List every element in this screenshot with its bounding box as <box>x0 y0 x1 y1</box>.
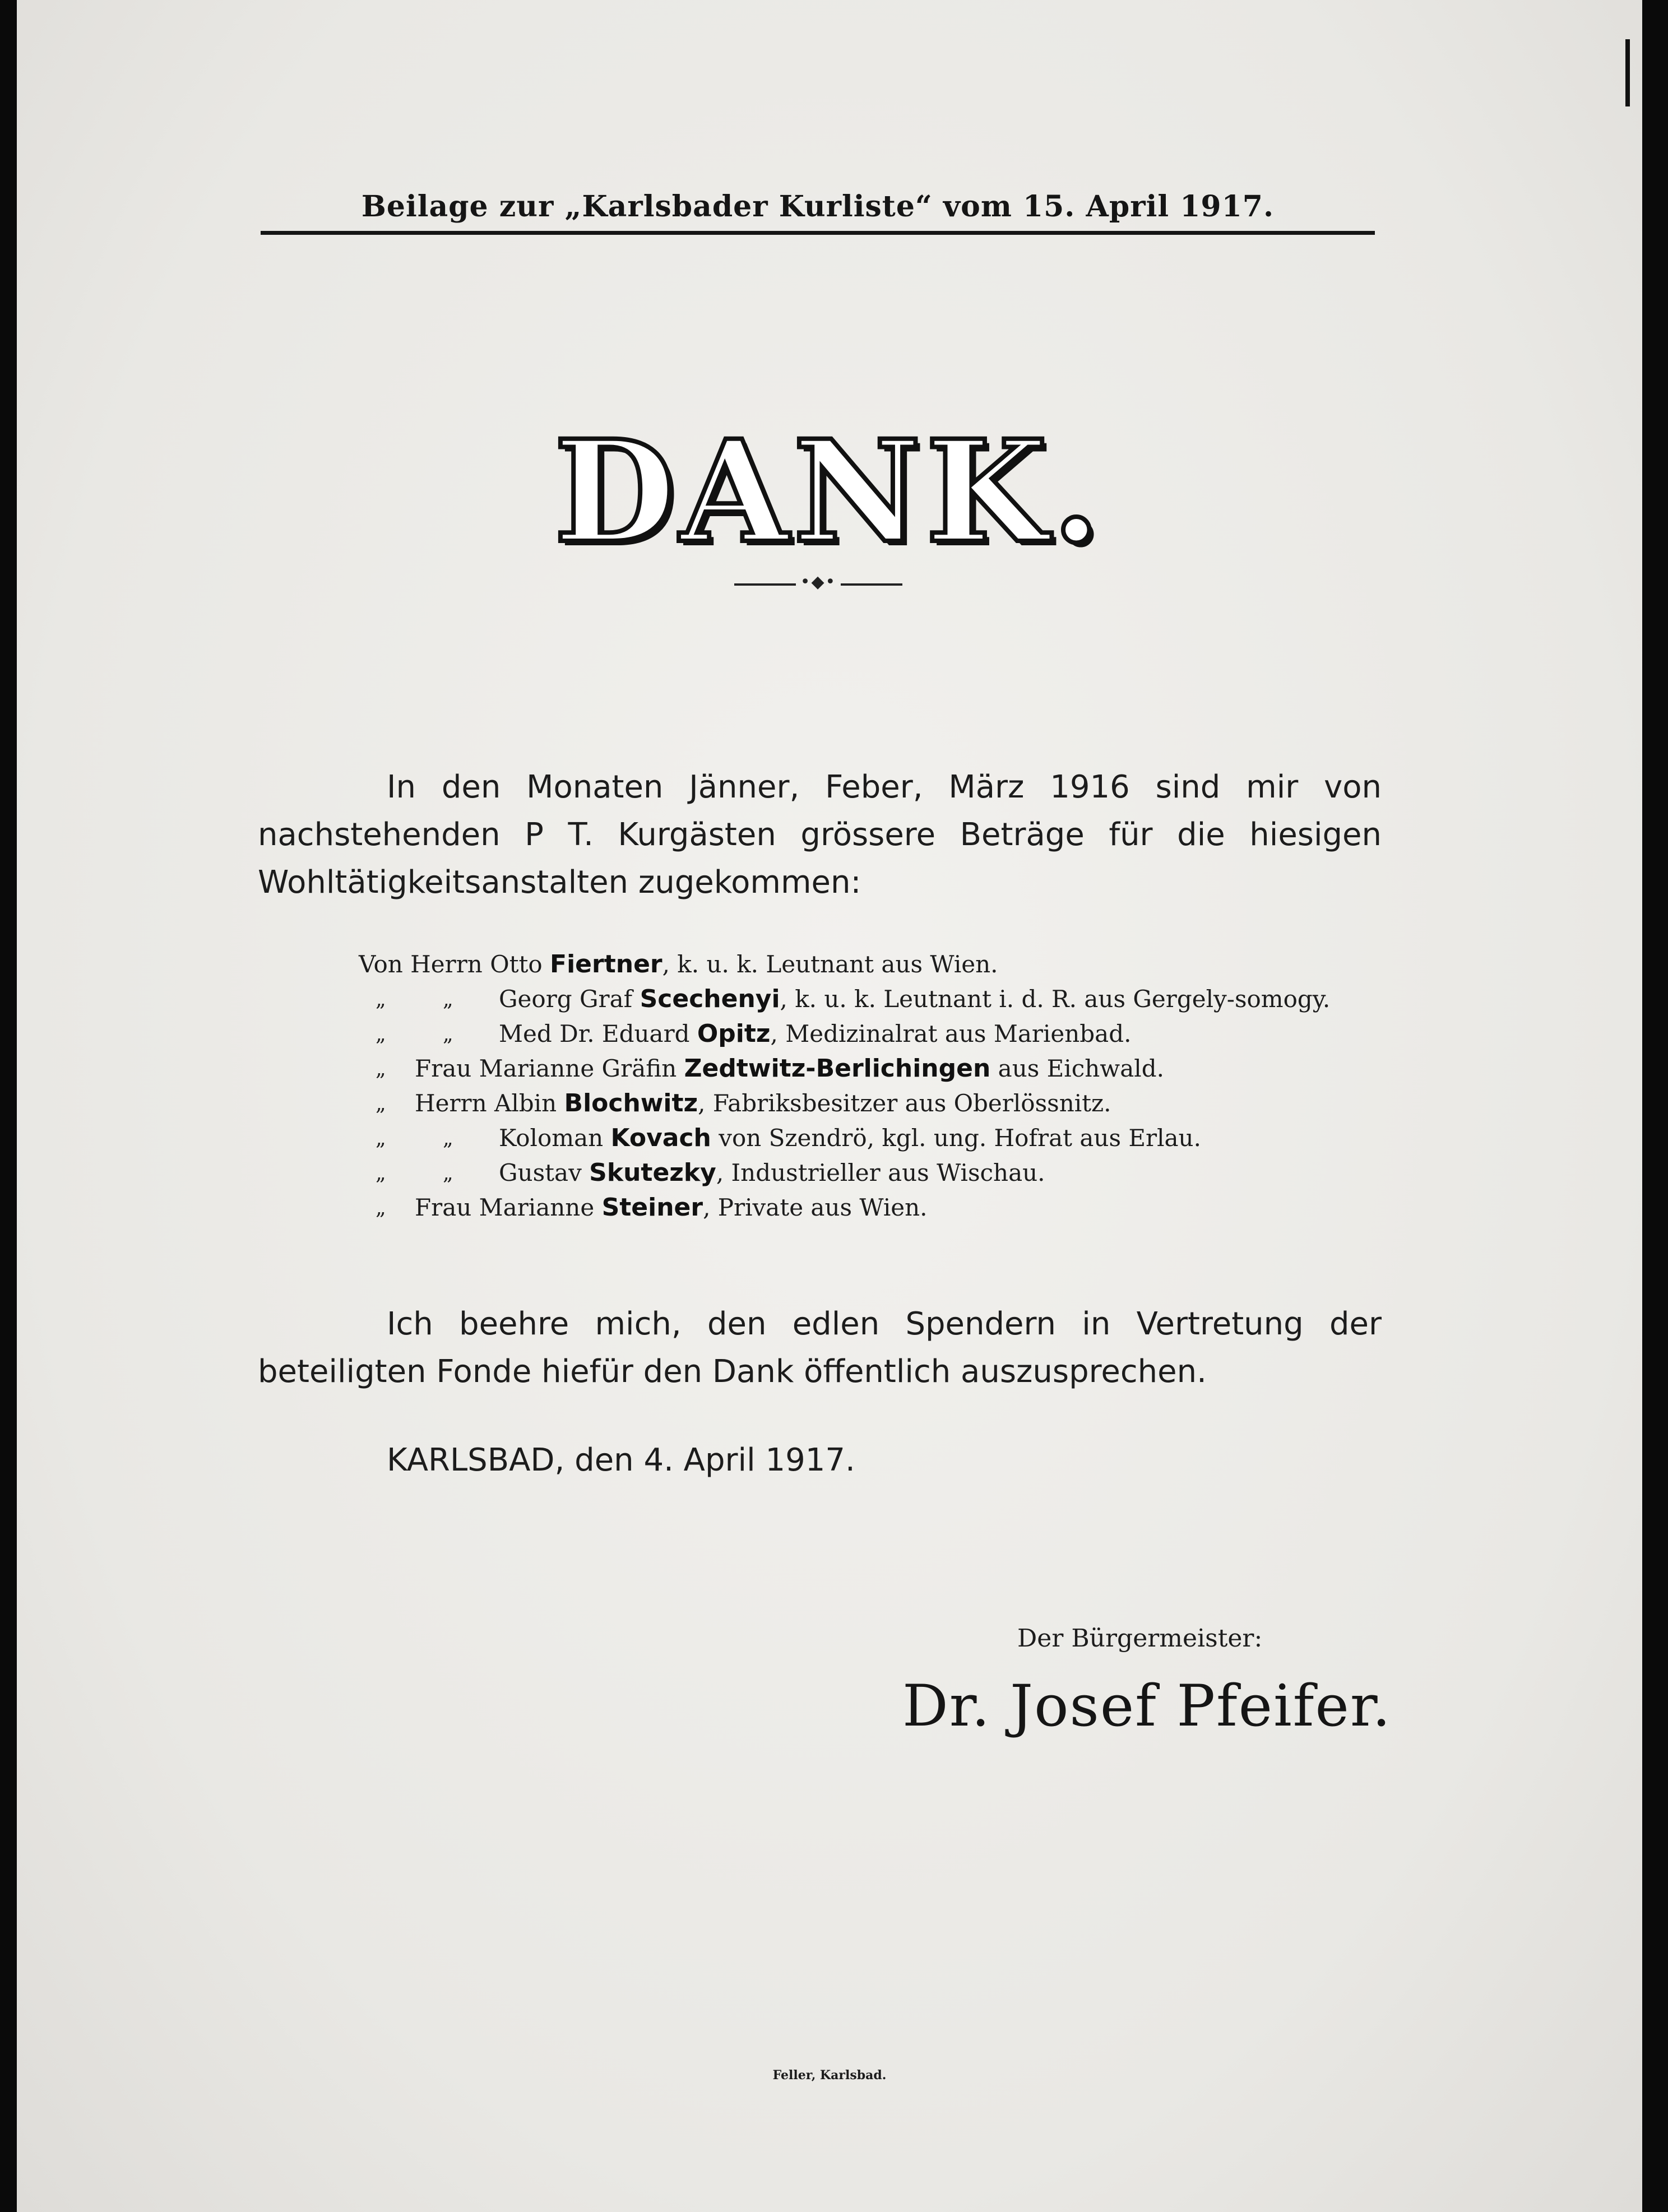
donor-entry: Frau Marianne Gräfin Zedtwitz-Berlichingen aus Eichwald. <box>415 1054 1164 1083</box>
intro-text: In den Monaten Jänner, Feber, März 1916 sind mir von nachstehenden P T. Kurgästen grössere Beträge für die hiesigen Wohltätigkeitsanstalten zugekommen: <box>258 769 1382 901</box>
masthead-rule <box>261 231 1375 235</box>
ornament-dots: •◆• <box>800 572 837 592</box>
ditto-mark: „ <box>376 1058 386 1081</box>
donor-list <box>336 950 1457 1228</box>
donor-surname: Steiner <box>601 1193 703 1222</box>
donor-surname: Skutezky <box>589 1158 716 1187</box>
ditto-mark: „ <box>443 988 453 1011</box>
ditto-mark: „ <box>376 1127 386 1150</box>
donor-row <box>336 1124 1457 1158</box>
ditto-mark: „ <box>443 1023 453 1046</box>
signature-title: Der Bürgermeister: <box>1017 1624 1263 1653</box>
donor-entry: Georg Graf Scechenyi, k. u. k. Leutnant i. d. R. aus Gergely-somogy. <box>499 985 1331 1013</box>
donor-entry: Von Herrn Otto Fiertner, k. u. k. Leutnant aus Wien. <box>359 950 998 979</box>
donor-row <box>336 1158 1457 1193</box>
donor-row <box>336 950 1457 985</box>
ditto-mark: „ <box>376 1023 386 1046</box>
thanks-paragraph <box>258 1300 1382 1395</box>
donor-surname: Kovach <box>610 1124 711 1152</box>
ditto-mark: „ <box>376 1197 386 1219</box>
signature-name: Dr. Josef Pfeifer. <box>902 1673 1392 1740</box>
donor-surname: Blochwitz <box>564 1089 698 1117</box>
ditto-mark: „ <box>376 1092 386 1115</box>
ditto-mark: „ <box>443 1162 453 1185</box>
thanks-text: Ich beehre mich, den edlen Spendern in Vertretung der beteiligten Fonde hiefür den Dank öffentlich auszusprechen. <box>258 1306 1382 1390</box>
donor-row <box>336 1193 1457 1228</box>
donor-entry: Herrn Albin Blochwitz, Fabriksbesitzer aus Oberlössnitz. <box>415 1089 1111 1117</box>
scan-edge-mark <box>1625 39 1630 106</box>
donor-row <box>336 1019 1457 1054</box>
donor-surname: Scechenyi <box>640 985 780 1013</box>
donor-surname: Fiertner <box>550 950 662 979</box>
ornament-line-left <box>734 583 796 586</box>
donor-row <box>336 1054 1457 1089</box>
ditto-mark: „ <box>443 1127 453 1150</box>
donor-entry: Frau Marianne Steiner, Private aus Wien. <box>415 1193 928 1222</box>
donor-surname: Opitz <box>697 1019 771 1048</box>
masthead: Beilage zur „Karlsbader Kurliste“ vom 15. April 1917. <box>361 189 1275 224</box>
page-title: DANK. <box>554 409 1105 574</box>
donor-row <box>336 985 1457 1019</box>
printer-imprint: Feller, Karlsbad. <box>772 2068 887 2083</box>
ornament-line-right <box>841 583 902 586</box>
donor-entry: Gustav Skutezky, Industrieller aus Wischau. <box>499 1158 1045 1187</box>
donor-entry: Koloman Kovach von Szendrö, kgl. ung. Hofrat aus Erlau. <box>499 1124 1201 1152</box>
document-page <box>17 0 1642 2212</box>
donor-row <box>336 1089 1457 1124</box>
ditto-mark: „ <box>376 988 386 1011</box>
dateline: KARLSBAD, den 4. April 1917. <box>387 1442 855 1478</box>
ornament-divider <box>734 572 902 592</box>
intro-paragraph <box>258 763 1382 906</box>
ditto-mark: „ <box>376 1162 386 1185</box>
donor-surname: Zedtwitz-Berlichingen <box>684 1054 991 1083</box>
donor-entry: Med Dr. Eduard Opitz, Medizinalrat aus Marienbad. <box>499 1019 1132 1048</box>
